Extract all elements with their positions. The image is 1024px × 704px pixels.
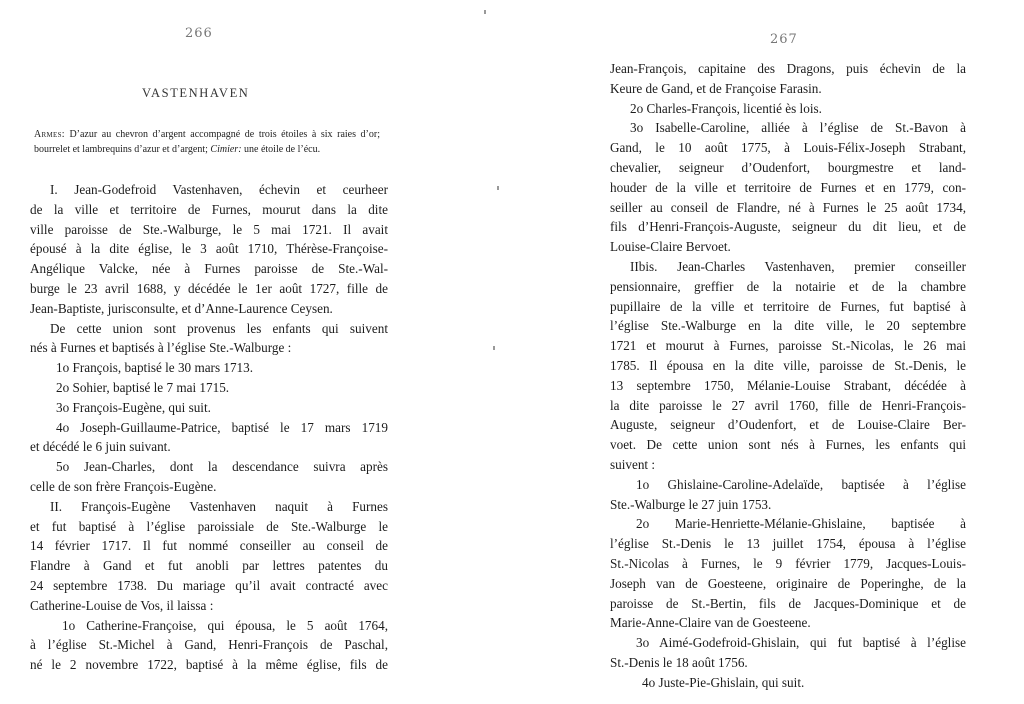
armes-text-3: une étoile de l’écu. bbox=[244, 144, 321, 155]
text-line: fils d’Henri-François-Auguste, seigneur du dit lieu, et de bbox=[610, 219, 966, 235]
left-page bbox=[0, 0, 500, 704]
page-number: 267 bbox=[770, 32, 798, 47]
list-item: 5o Jean-Charles, dont la descendance suivra après bbox=[56, 459, 388, 475]
text-line: de la ville et territoire de Furnes, mourut dans la dite bbox=[30, 201, 388, 217]
text-line: 14 février 1717. Il fut nommé conseiller au conseil de bbox=[30, 538, 388, 554]
scan-speck bbox=[484, 10, 486, 14]
armes-text-1: D’azur au chevron d’argent accompagné de trois étoiles bbox=[64, 129, 308, 140]
text-line: burge le 23 avril 1688, y décédée le 1er août 1727, fille de bbox=[30, 280, 388, 296]
text-line: Ste.-Walburge le 27 juin 1753. bbox=[610, 496, 772, 512]
text-line: l’église St.-Denis le 13 juillet 1754, épousa à l’église bbox=[610, 536, 966, 552]
list-item: 3o Aimé-Godefroid-Ghislain, qui fut baptisé à l’église bbox=[636, 635, 966, 651]
text-line: St.-Denis le 18 août 1756. bbox=[610, 654, 748, 670]
text-line: Jean-François, capitaine des Dragons, puis échevin de la bbox=[610, 61, 966, 76]
text-line: et décédé le 6 juin suivant. bbox=[30, 439, 171, 455]
list-item: 2o Sohier, baptisé le 7 mai 1715. bbox=[56, 379, 230, 395]
text-line: celle de son frère François-Eugène. bbox=[30, 478, 217, 494]
left-text-body bbox=[30, 180, 388, 675]
text-line: la dite paroisse le 27 avril 1760, fille de Henri-François- bbox=[610, 397, 966, 413]
text-line: Joseph van de Goesteene, originaire de Poperinghe, de la bbox=[610, 575, 966, 591]
text-line: St.-Nicolas à Furnes, le 9 février 1779, Jacques-Louis- bbox=[610, 555, 966, 571]
text-line: Gand, le 10 août 1775, à Louis-Félix-Joseph Strabant, bbox=[610, 140, 966, 156]
text-line: 1721 et mourut à Furnes, paroisse St.-Nicolas, le 26 mai bbox=[610, 338, 966, 354]
text-line: houder de la ville et territoire de Furnes et en 1779, con- bbox=[610, 179, 966, 195]
list-item: 2o Marie-Henriette-Mélanie-Ghislaine, baptisée à bbox=[636, 516, 966, 532]
text-line: I. Jean-Godefroid Vastenhaven, échevin et ceurheer bbox=[50, 182, 388, 197]
text-line: 13 septembre 1750, Mélanie-Louise Strabant, décédée à bbox=[610, 377, 966, 393]
list-item: 2o Charles-François, licentié ès lois. bbox=[630, 100, 822, 116]
list-item: 4o Joseph-Guillaume-Patrice, baptisé le 17 mars 1719 bbox=[56, 419, 388, 435]
text-line: ville paroisse de Ste.-Walburge, le 5 mai 1721. Il avait bbox=[30, 221, 388, 237]
text-line: Angélique Valcke, née à Furnes paroisse de Ste.-Wal- bbox=[30, 261, 388, 277]
text-line: Flandre à Gand et fut anobli par lettres patentes du bbox=[30, 558, 388, 574]
text-line: voet. De cette union sont nés à Furnes, les enfants qui bbox=[610, 437, 966, 453]
text-line: épousé à la dite église, le 3 août 1710, Thérèse-Françoise- bbox=[30, 241, 388, 257]
text-line: suivent : bbox=[610, 456, 656, 472]
list-item: 3o Isabelle-Caroline, alliée à l’église de St.-Bavon à bbox=[630, 120, 966, 136]
text-line: seiller au conseil de Flandre, né à Furnes le 25 août 1734, bbox=[610, 199, 966, 215]
armes-label: Armes: bbox=[34, 129, 65, 140]
armes-text-2: à six raies d’or; bourrelet et lambrequins d’azur et d’argent; bbox=[34, 129, 380, 155]
list-item: 1o François, baptisé le 30 mars 1713. bbox=[56, 360, 254, 376]
text-line: à l’église St.-Michel à Gand, Henri-François de Paschal, bbox=[30, 637, 388, 653]
text-line: pupillaire de la ville et territoire de Furnes, fut baptisé à bbox=[610, 298, 966, 314]
text-line: 24 septembre 1738. Du mariage qu’il avait contracté avec bbox=[30, 577, 388, 593]
text-line: pensionnaire, greffier de la notairie et de la chambre bbox=[610, 278, 966, 294]
page-number: 266 bbox=[185, 26, 213, 41]
text-line: Louise-Claire Bervoet. bbox=[610, 239, 731, 255]
text-line: II. François-Eugène Vastenhaven naquit à Furnes bbox=[50, 498, 388, 514]
text-line: De cette union sont provenus les enfants qui suivent bbox=[50, 320, 388, 336]
list-item: 1o Catherine-Françoise, qui épousa, le 5 août 1764, bbox=[62, 617, 388, 633]
scan-speck bbox=[497, 186, 499, 190]
text-line: IIbis. Jean-Charles Vastenhaven, premier conseiller bbox=[630, 258, 966, 274]
scan-speck bbox=[493, 346, 495, 350]
cimier-label: Cimier: bbox=[210, 144, 242, 155]
text-line: 1785. Il épousa en la dite ville, paroisse de St.-Denis, le bbox=[610, 357, 966, 373]
text-line: nés à Furnes et baptisés à l’église Ste.-Walburge : bbox=[30, 340, 292, 356]
right-page bbox=[512, 0, 1024, 704]
text-line: Marie-Anne-Claire van de Goesteene. bbox=[610, 615, 811, 631]
list-item: 4o Juste-Pie-Ghislain, qui suit. bbox=[642, 674, 805, 690]
text-line: et fut baptisé à l’église paroissiale de Ste.-Walburge le bbox=[30, 518, 388, 534]
text-line: Catherine-Louise de Vos, il laissa : bbox=[30, 597, 214, 613]
text-line: Jean-Baptiste, jurisconsulte, et d’Anne-Laurence Ceysen. bbox=[30, 300, 333, 316]
list-item: 1o Ghislaine-Caroline-Adelaïde, baptisée à l’église bbox=[636, 476, 966, 492]
page-title: VASTENHAVEN bbox=[142, 86, 250, 100]
text-line: Keure de Gand, et de Françoise Farasin. bbox=[610, 80, 822, 96]
text-line: Auguste, seigneur d’Oudenfort, et de Louise-Claire Ber- bbox=[610, 417, 966, 433]
text-line: né le 2 novembre 1722, baptisé à la même église, fils de bbox=[30, 657, 388, 673]
text-line: chevalier, seigneur d’Oudenfort, bourgmestre et land- bbox=[610, 159, 966, 175]
right-text-body bbox=[610, 59, 966, 693]
armes-paragraph bbox=[34, 127, 380, 157]
text-line: l’église Ste.-Walburge en la dite ville, le 20 septembre bbox=[610, 318, 966, 334]
text-line: paroisse de St.-Bertin, fils de Jacques-Dominique et de bbox=[610, 595, 966, 611]
list-item: 3o François-Eugène, qui suit. bbox=[56, 399, 211, 415]
